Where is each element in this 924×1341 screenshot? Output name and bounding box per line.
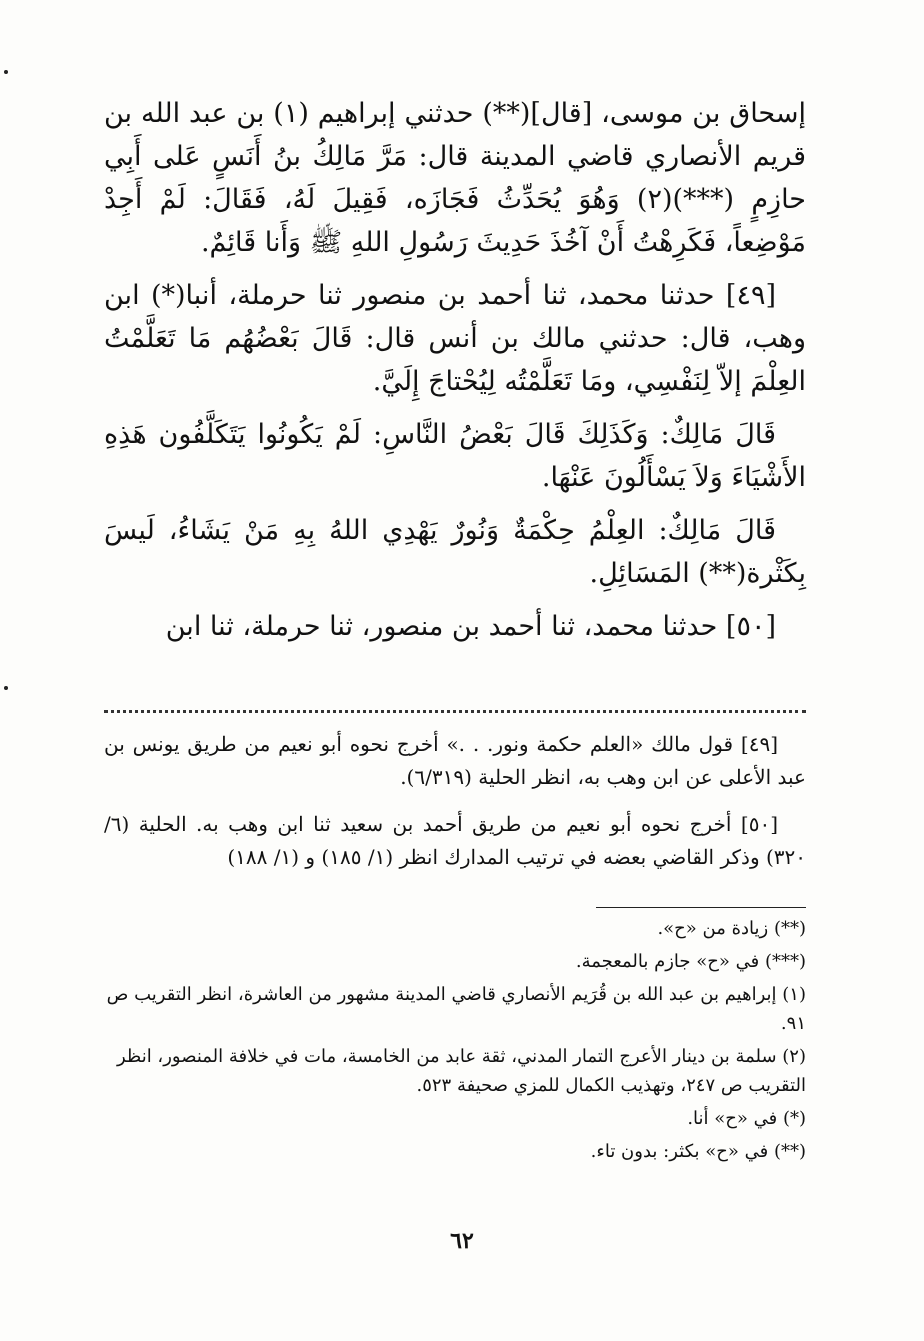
main-paragraph: إسحاق بن موسى، [قال](**) حدثني إبراهيم (١) بن عبد الله بن قريم الأنصاري قاضي المدينة قال: مَرَّ مَالِكُ بنُ أَنَسٍ عَلى أَبِي حازِمٍ (***)(٢) وَهُوَ يُحَدِّثُ فَجَازَه، فَقِيلَ لَهُ، فَقَالَ: لَمْ أَجِدْ مَوْضِعاً، فَكَرِهْتُ أَنْ آخُذَ حَدِيثَ رَسُولِ اللهِ ﷺ وَأَنا قَائِمٌ. <box>104 98 806 258</box>
footnote: (٢) سلمة بن دينار الأعرج التمار المدني، ثقة عابد من الخامسة، مات في خلافة المنصور، انظر التقريب ص ٢٤٧، وتهذيب الكمال للمزي صحيفة ٥٢٣. <box>117 1046 806 1096</box>
dotted-separator <box>104 710 806 713</box>
footnote: (**) في «ح» بكثر: بدون تاء. <box>590 1141 806 1162</box>
footnote: (***) في «ح» جازم بالمعجمة. <box>575 951 806 972</box>
page-number: ٦٢ <box>450 1228 474 1254</box>
margin-speck <box>4 70 8 74</box>
commentary-note: [٥٠] أخرج نحوه أبو نعيم من طريق أحمد بن سعيد ثنا ابن وهب به. الحلية (٦/ ٣٢٠) وذكر القاضي بعضه في ترتيب المدارك انظر (١/ ١٨٥) و (١/ ١٨٨) <box>104 812 806 869</box>
commentary-note: [٤٩] قول مالك «العلم حكمة ونور. . .» أخرج نحوه أبو نعيم من طريق يونس بن عبد الأعلى عن ابن وهب به، انظر الحلية (٦/٣١٩). <box>104 732 806 789</box>
main-paragraph: [٥٠] حدثنا محمد، ثنا أحمد بن منصور، ثنا حرملة، ثنا ابن <box>165 611 776 642</box>
footnote: (١) إبراهيم بن عبد الله بن قُرَيم الأنصاري قاضي المدينة مشهور من العاشرة، انظر التقريب ص ٩١. <box>106 984 806 1034</box>
main-text <box>104 92 806 658</box>
footnote-rule <box>596 907 806 908</box>
footnote: (*) في «ح» أنا. <box>687 1108 806 1129</box>
main-paragraph: [٤٩] حدثنا محمد، ثنا أحمد بن منصور ثنا حرملة، أنبا(*) ابن وهب، قال: حدثني مالك بن أنس قال: قَالَ بَعْضُهُم مَا تَعَلَّمْتُ العِلْمَ إلاّ لِنَفْسِي، ومَا تَعَلَّمْتُه لِيُحْتاجَ إِلَيَّ. <box>104 280 806 397</box>
commentary-section <box>104 728 806 888</box>
main-paragraph: قَالَ مَالِكٌ: وَكَذَلِكَ قَالَ بَعْضُ النَّاسِ: لَمْ يَكُونُوا يَتَكَلَّفُون هَذِهِ الأَشْيَاءَ وَلاَ يَسْأَلُونَ عَنْهَا. <box>104 419 806 493</box>
margin-speck <box>4 686 8 690</box>
footnote: (**) زيادة من «ح». <box>657 918 806 939</box>
main-paragraph: قَالَ مَالِكٌ: العِلْمُ حِكْمَةٌ وَنُورٌ يَهْدِي اللهُ بِهِ مَنْ يَشَاءُ، لَيسَ بِكَثْرة(**) المَسَائِلِ. <box>104 515 806 589</box>
footnotes-section <box>104 914 806 1170</box>
